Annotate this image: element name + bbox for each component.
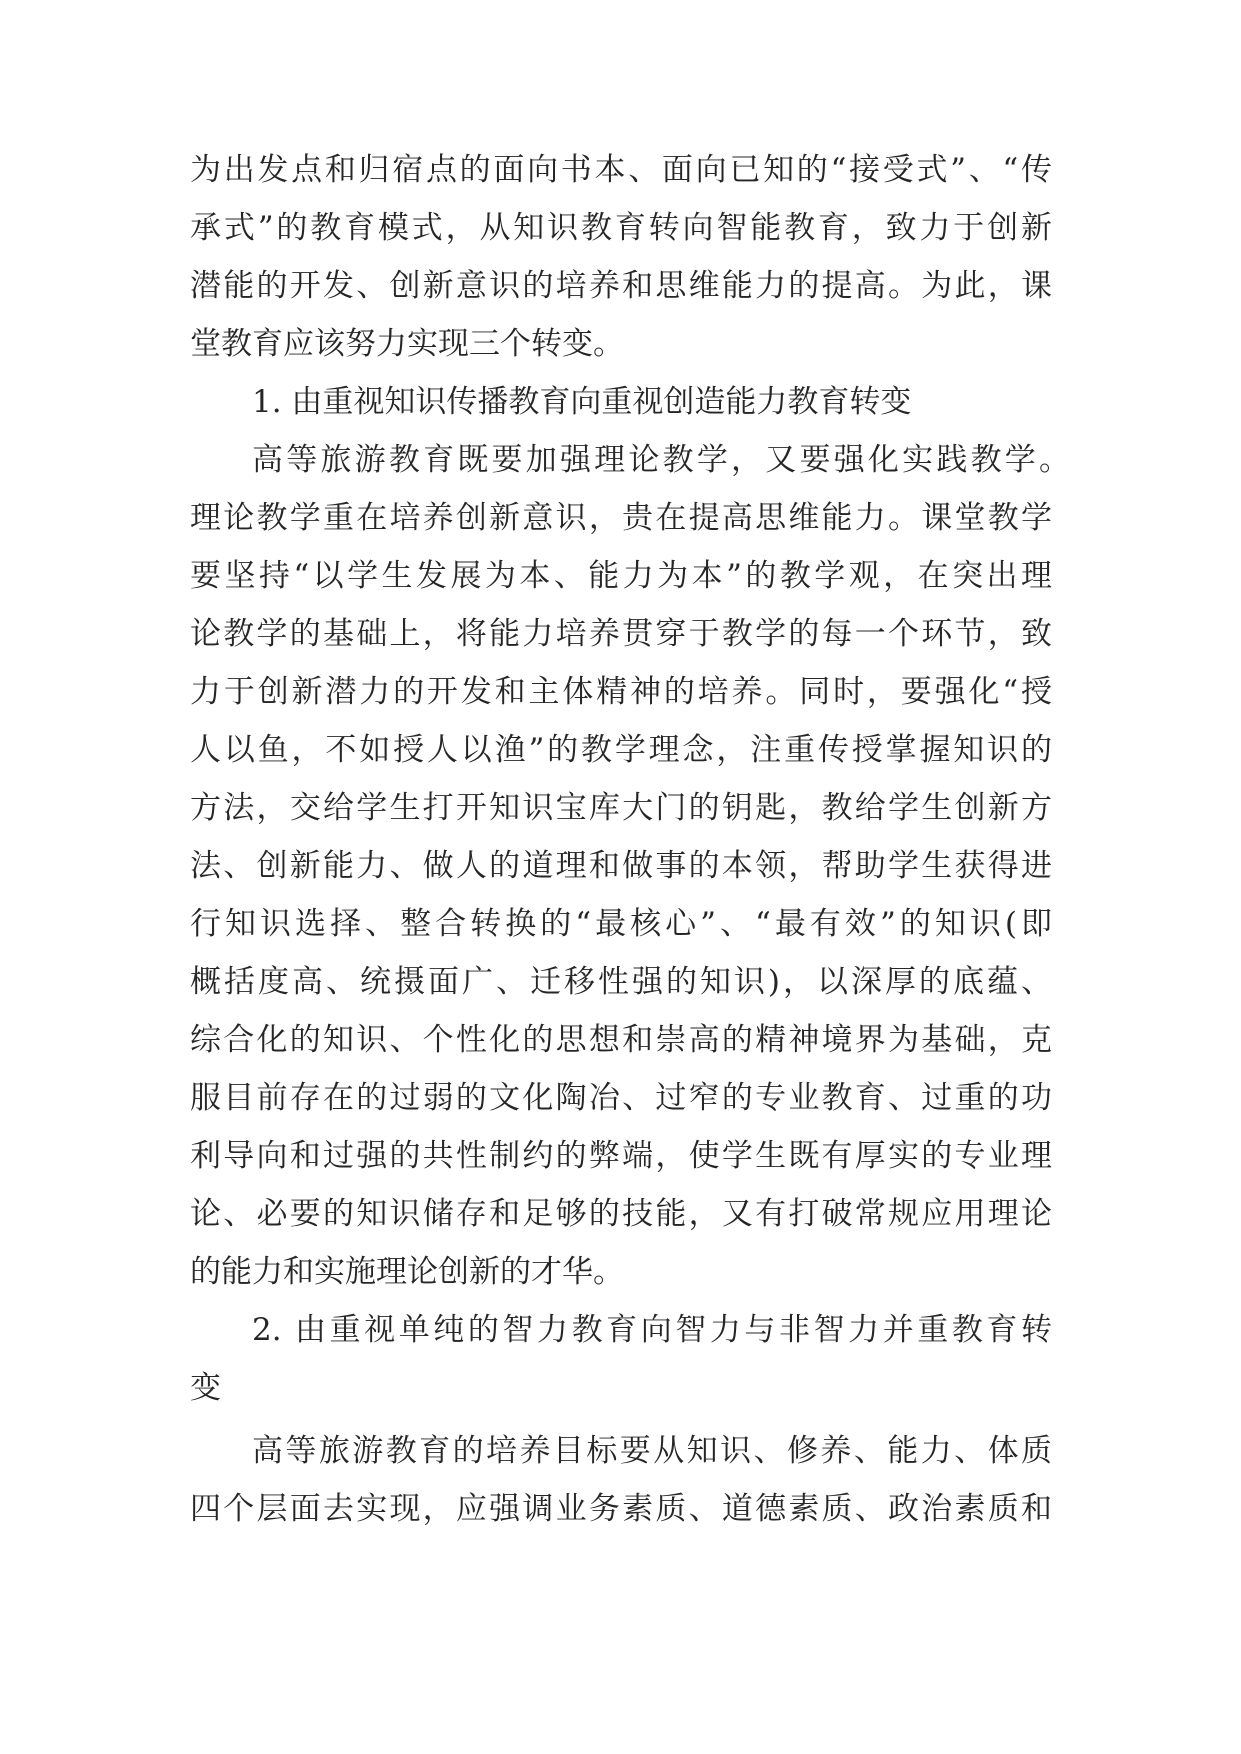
text-line: 人以鱼，不如授人以渔”的教学理念，注重传授掌握知识的 xyxy=(190,732,1052,768)
text-line: 论教学的基础上，将能力培养贯穿于教学的每一个环节，致 xyxy=(190,616,1052,652)
text-line: 服目前存在的过弱的文化陶冶、过窄的专业教育、过重的功 xyxy=(190,1080,1052,1116)
text-line: 法、创新能力、做人的道理和做事的本领，帮助学生获得进 xyxy=(190,848,1052,884)
section-heading-1: 1. 由重视知识传播教育向重视创造能力教育转变 xyxy=(252,384,912,420)
section-heading-2-continuation: 变 xyxy=(190,1370,221,1406)
section-heading-2: 2. 由重视单纯的智力教育向智力与非智力并重教育转 xyxy=(252,1312,1052,1348)
text-line: 四个层面去实现，应强调业务素质、道德素质、政治素质和 xyxy=(190,1491,1052,1527)
text-line: 堂教育应该努力实现三个转变。 xyxy=(190,326,624,362)
text-line: 的能力和实施理论创新的才华。 xyxy=(190,1254,624,1290)
text-line: 方法，交给学生打开知识宝库大门的钥匙，教给学生创新方 xyxy=(190,790,1052,826)
text-line: 理论教学重在培养创新意识，贵在提高思维能力。课堂教学 xyxy=(190,500,1052,536)
text-line: 力于创新潜力的开发和主体精神的培养。同时，要强化“授 xyxy=(190,674,1052,710)
text-line: 利导向和过强的共性制约的弊端，使学生既有厚实的专业理 xyxy=(190,1138,1052,1174)
paragraph-first-line: 高等旅游教育的培养目标要从知识、修养、能力、体质 xyxy=(252,1433,1052,1469)
text-line: 概括度高、统摄面广、迁移性强的知识)，以深厚的底蕴、 xyxy=(190,964,1052,1000)
text-line: 综合化的知识、个性化的思想和崇高的精神境界为基础，克 xyxy=(190,1022,1052,1058)
text-line: 承式”的教育模式，从知识教育转向智能教育，致力于创新 xyxy=(190,210,1052,246)
text-line: 行知识选择、整合转换的“最核心”、“最有效”的知识(即 xyxy=(190,906,1052,942)
text-line: 为出发点和归宿点的面向书本、面向已知的“接受式”、“传 xyxy=(190,152,1052,188)
text-line: 论、必要的知识储存和足够的技能，又有打破常规应用理论 xyxy=(190,1196,1052,1232)
text-line: 要坚持“以学生发展为本、能力为本”的教学观，在突出理 xyxy=(190,558,1052,594)
paragraph-first-line: 高等旅游教育既要加强理论教学，又要强化实践教学。 xyxy=(252,442,1070,478)
text-line: 潜能的开发、创新意识的培养和思维能力的提高。为此，课 xyxy=(190,268,1052,304)
